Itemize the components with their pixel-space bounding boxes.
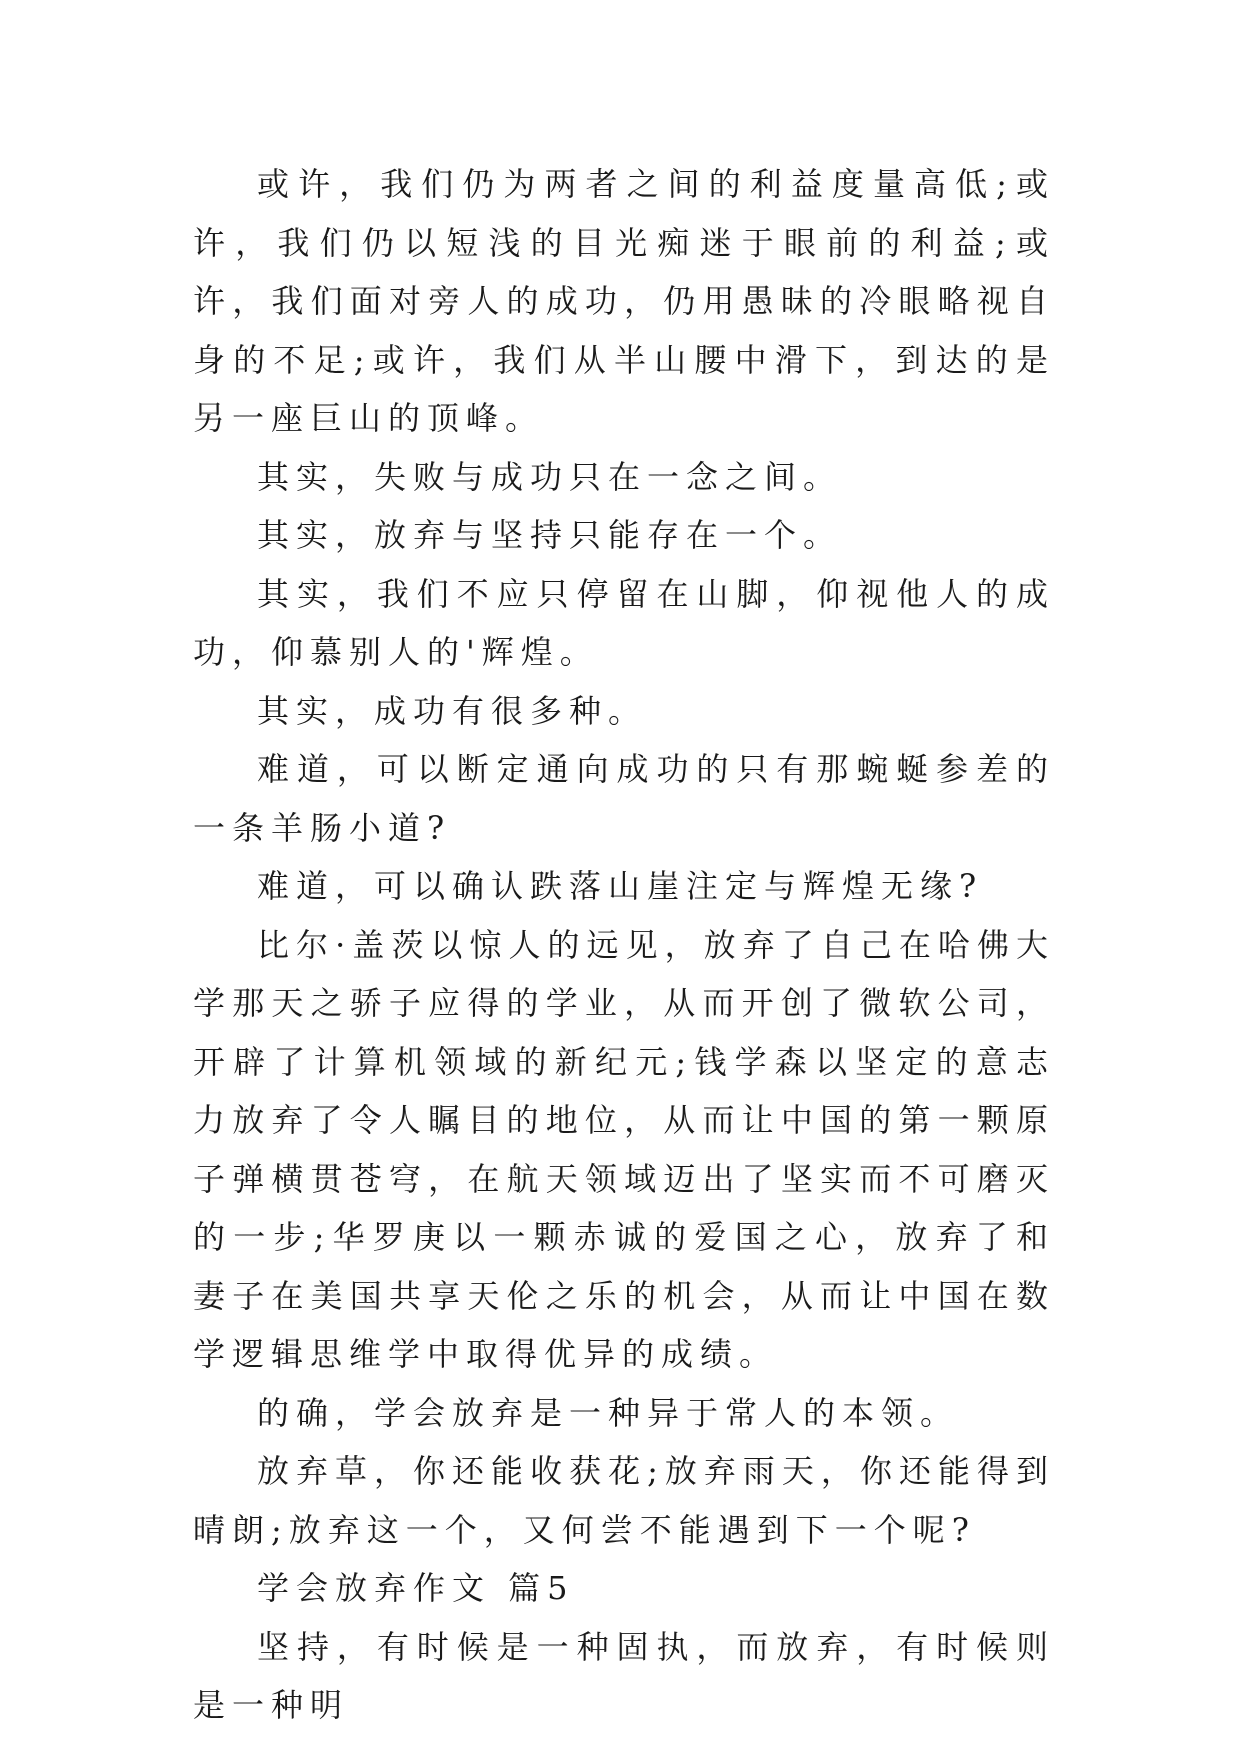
paragraph: 难道，可以确认跌落山崖注定与辉煌无缘? [257, 867, 984, 905]
paragraph: 的确，学会放弃是一种异于常人的本领。 [257, 1393, 960, 1432]
paragraph: 难道，可以断定通向成功的只有那蜿蜒参差的一条羊肠小道? [193, 750, 1055, 847]
section-heading: 学会放弃作文 篇5 [257, 1569, 575, 1607]
paragraph: 其实，成功有很多种。 [257, 691, 648, 730]
document-body [193, 155, 1055, 1735]
paragraph: 其实，失败与成功只在一念之间。 [257, 457, 843, 496]
paragraph: 或许，我们仍为两者之间的利益度量高低;或许，我们仍以短浅的目光痴迷于眼前的利益;或许，我们面对旁人的成功，仍用愚昧的冷眼略视自身的不足;或许，我们从半山腰中滑下，到达的是另一座巨山的顶峰。 [193, 165, 1055, 437]
paragraph: 放弃草，你还能收获花;放弃雨天，你还能得到晴朗;放弃这一个，又何尝不能遇到下一个呢? [193, 1452, 1055, 1549]
paragraph: 比尔·盖茨以惊人的远见，放弃了自己在哈佛大学那天之骄子应得的学业，从而开创了微软公司，开辟了计算机领域的新纪元;钱学森以坚定的意志力放弃了令人瞩目的地位，从而让中国的第一颗原子弹横贯苍穹，在航天领域迈出了坚实而不可磨灭的一步;华罗庚以一颗赤诚的爱国之心，放弃了和妻子在美国共享天伦之乐的机会，从而让中国在数学逻辑思维学中取得优异的成绩。 [193, 925, 1055, 1373]
paragraph: 其实，我们不应只停留在山脚，仰视他人的成功，仰慕别人的'辉煌。 [193, 574, 1055, 671]
paragraph: 坚持，有时候是一种固执，而放弃，有时候则是一种明 [193, 1627, 1055, 1724]
paragraph: 其实，放弃与坚持只能存在一个。 [257, 516, 843, 554]
